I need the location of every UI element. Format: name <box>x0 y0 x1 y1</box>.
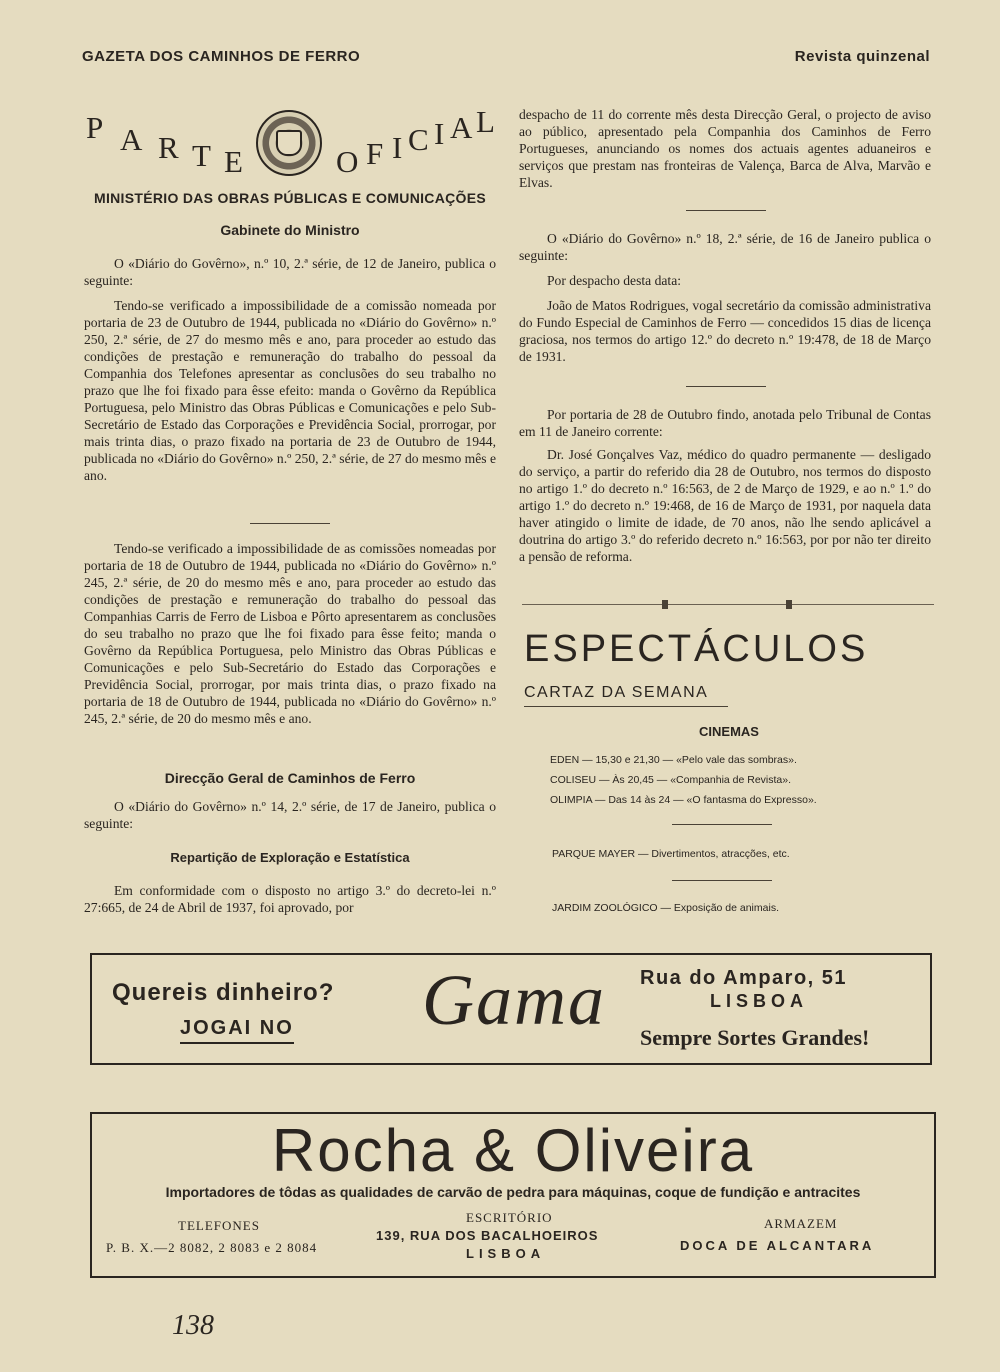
gama-logo: Gama <box>422 960 606 1040</box>
office-address: 139, RUA DOS BACALHOEIROS <box>376 1228 599 1243</box>
title-letter: C <box>408 122 429 157</box>
rule-ornament <box>662 600 668 609</box>
ad-question: Quereis dinheiro? <box>112 979 335 1006</box>
gama-advertisement <box>90 953 932 1065</box>
spectacles-subtitle: CARTAZ DA SEMANA <box>524 684 709 701</box>
paragraph: Tendo-se verificado a impossibilidade de as comissões nomeadas por portaria de 18 de Outubro de 1944, publicada no «Diário do Govêrno» n.º 245, 2.ª série, de 20 do mesmo mês e ano, para proceder ao estudo das condições de prestação e remuneração do trabalho do pessoal das Companhias Carris de Ferro de Lisboa e Pôrto apresentarem as conclusões do seu trabalho no prazo que lhe foi fixado para êsse feito; manda o Govêrno da República Portuguesa, pelo Ministro das Obras Públicas e Comunicações e pelo Sub-Secretário do Estado das Corporações e Previdência Social, prorrogar, por mais trinta dias, o prazo fixado na portaria de 18 de Outubro de 1944, publicada no «Diário do Govêrno» n.º 245, 2.ª série, de 20 do mesmo mês e ano. <box>84 541 496 726</box>
paragraph: Por despacho desta data: <box>547 273 682 288</box>
warehouse-location: DOCA DE ALCANTARA <box>680 1238 875 1253</box>
office-label: ESCRITÓRIO <box>466 1210 553 1225</box>
title-letter: I <box>392 130 403 165</box>
title-letter: A <box>450 110 473 145</box>
divider <box>672 824 772 825</box>
rocha-oliveira-advertisement <box>90 1112 936 1278</box>
ad-city: LISBOA <box>710 991 809 1011</box>
divider <box>672 880 772 881</box>
ad-call-to-action: JOGAI NO <box>180 1017 294 1044</box>
title-letter: R <box>158 130 179 165</box>
cinema-listing: EDEN — 15,30 e 21,30 — «Pelo vale das sombras». <box>550 754 797 766</box>
ad-address: Rua do Amparo, 51 <box>640 967 848 989</box>
venue-listing: JARDIM ZOOLÓGICO — Exposição de animais. <box>552 902 779 914</box>
title-letter: T <box>192 138 211 173</box>
parte-oficial-title <box>84 104 496 180</box>
title-letter: F <box>366 136 384 171</box>
journal-title: GAZETA DOS CAMINHOS DE FERRO <box>82 48 361 65</box>
ornamental-rule <box>522 604 934 605</box>
right-column-block-3 <box>519 406 931 565</box>
cabinet-heading: Gabinete do Ministro <box>220 222 360 238</box>
title-letter: I <box>434 116 445 151</box>
title-letter: L <box>476 104 495 139</box>
title-letter: O <box>336 144 359 179</box>
warehouse-label: ARMAZEM <box>764 1216 838 1231</box>
title-letter: P <box>86 110 104 145</box>
paragraph: despacho de 11 do corrente mês desta Direcção Geral, o projecto de aviso ao público, apresentado pela Companhia dos Caminhos de Ferro Portugueses, anunciando os nomes dos actuais agentes aduaneiros e serviços que prestam nas fronteiras de Valença, Barca de Alva, Marvão e Elvas. <box>519 107 931 190</box>
direccao-heading: Direcção Geral de Caminhos de Ferro <box>164 770 416 786</box>
ministry-heading: MINISTÉRIO DAS OBRAS PÚBLICAS E COMUNICAÇÕES <box>94 190 486 206</box>
coat-of-arms-icon <box>256 110 322 176</box>
divider <box>250 523 330 524</box>
divider <box>686 386 766 387</box>
phone-numbers: P. B. X.—2 8082, 2 8083 e 2 8084 <box>106 1240 318 1255</box>
reparticao-heading: Repartição de Exploração e Estatística <box>170 850 410 865</box>
subtitle-underline <box>524 706 728 707</box>
ad-slogan: Sempre Sortes Grandes! <box>640 1025 870 1050</box>
cinemas-heading: CINEMAS <box>699 724 759 739</box>
cinema-listing: COLISEU — Às 20,45 — «Companhia de Revista». <box>550 774 792 786</box>
right-column-block-2 <box>519 230 931 365</box>
right-column-block-1 <box>519 106 931 191</box>
company-name: Rocha & Oliveira <box>271 1117 755 1184</box>
divider <box>686 210 766 211</box>
spectacles-title: ESPECTÁCULOS <box>524 628 869 670</box>
venue-listing: PARQUE MAYER — Divertimentos, atracções, etc. <box>552 848 790 860</box>
paragraph: Tendo-se verificado a impossibilidade de a comissão nomeada por portaria de 23 de Outubro de 1944, publicada no «Diário do Govêrno» n.º 250, 2.ª série, de 27 do mesmo mês e ano, para proceder ao estudo das condições de prestação e remuneração do trabalho do pessoal da Companhia dos Telefones apresentar as conclusões do seu trabalho no prazo que lhe foi fixado para êsse efeito: manda o Govêrno da República Portuguesa, pelo Ministro das Obras Públicas e Comunicações e pelo Sub-Secretário de Estado das Corporações e Previdência Social, prorrogar, por mais trinta dias, o prazo fixado na portaria de 23 de Outubro de 1944, publicada no «Diário do Govêrno» n.º 250, 2.ª série, de 27 do mesmo mês e ano. <box>84 298 496 483</box>
page-number: 138 <box>172 1310 214 1341</box>
paragraph: Dr. José Gonçalves Vaz, médico do quadro permanente — desligado do serviço, a partir do referido dia 28 de Outubro, nos termos do disposto no artigo 1.º do decreto n.º 16:563, de 2 de Março de 1929, e ao n.º 1.º do artigo 1.º do decreto n.º 19:468, de 16 de Março de 1931, por naquela data haver atingido o limite de idade, de 70 anos, não lhe sendo aplicável a doutrina do artigo 3.º do referido decreto n.º 16:563, por por não ter direito a pensão de reforma. <box>519 447 931 564</box>
paragraph: Em conformidade com o disposto no artigo 3.º do decreto-lei n.º 27:665, de 24 de Abril de 1937, foi aprovado, por <box>84 883 496 915</box>
paragraph: O «Diário do Govêrno» n.º 14, 2.º série, de 17 de Janeiro, publica o seguinte: <box>84 799 496 831</box>
cinema-listing: OLIMPIA — Das 14 às 24 — «O fantasma do Expresso». <box>550 794 817 806</box>
title-letter: E <box>224 144 243 179</box>
office-city: LISBOA <box>466 1246 546 1261</box>
phone-label: TELEFONES <box>178 1218 260 1233</box>
left-column-block-3 <box>84 798 496 832</box>
journal-subtitle: Revista quinzenal <box>794 48 930 65</box>
rule-ornament <box>786 600 792 609</box>
paragraph: Por portaria de 28 de Outubro findo, anotada pelo Tribunal de Contas em 11 de Janeiro corrente: <box>519 407 931 439</box>
paragraph: João de Matos Rodrigues, vogal secretário da comissão administrativa do Fundo Especial de Caminhos de Ferro — concedidos 15 dias de licença graciosa, nos termos do artigo 12.º do decreto n.º 19:478, de 18 de Março de 1931. <box>519 298 931 364</box>
left-column-block-1 <box>84 255 496 484</box>
company-description: Importadores de tôdas as qualidades de carvão de pedra para máquinas, coque de fundição e antracites <box>165 1184 861 1200</box>
left-column-block-4 <box>84 882 496 916</box>
left-column-block-2 <box>84 540 496 727</box>
paragraph: O «Diário do Govêrno», n.º 10, 2.ª série, de 12 de Janeiro, publica o seguinte: <box>84 256 496 288</box>
paragraph: O «Diário do Govêrno» n.º 18, 2.ª série, de 16 de Janeiro publica o seguinte: <box>519 231 931 263</box>
title-letter: A <box>120 122 143 157</box>
